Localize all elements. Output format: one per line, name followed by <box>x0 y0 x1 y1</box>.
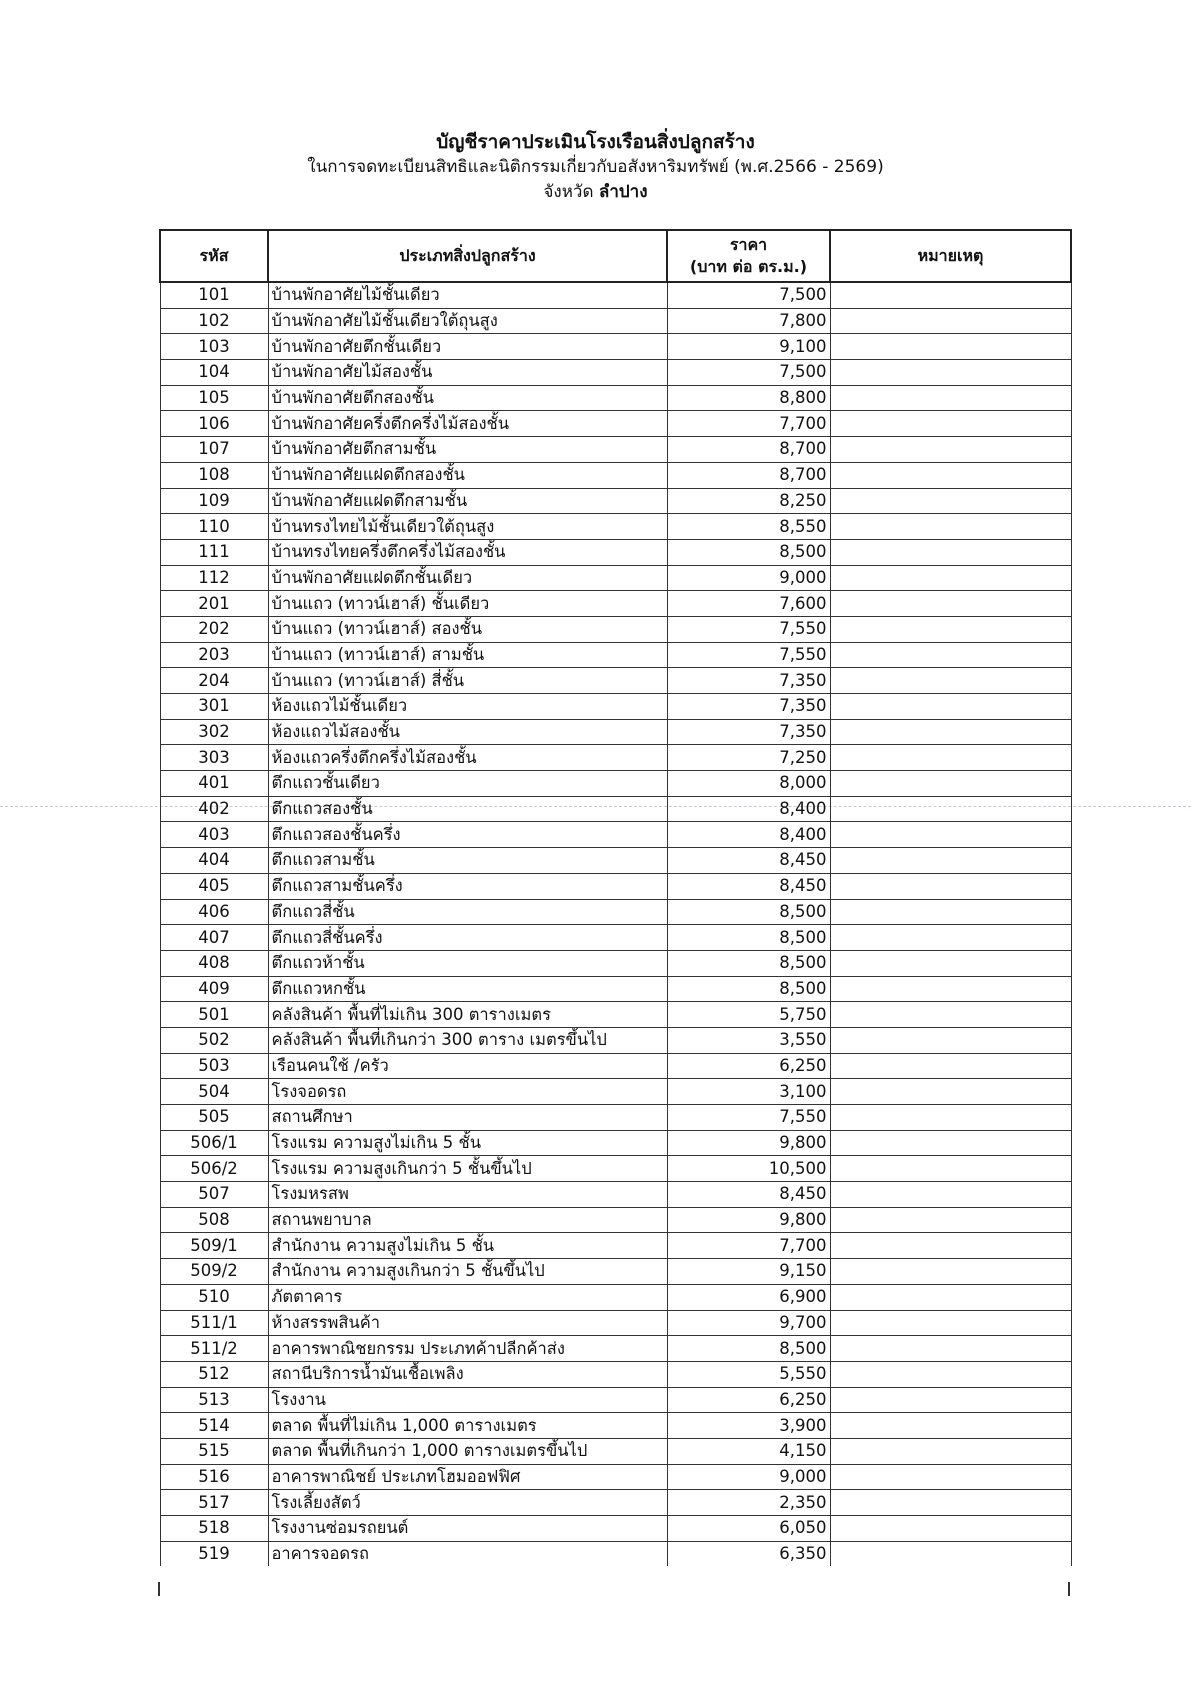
cell-type: บ้านพักอาศัยแฝดตึกสองชั้น <box>268 462 667 488</box>
cell-remark <box>830 1310 1071 1336</box>
document-title: บัญชีราคาประเมินโรงเรือนสิ่งปลูกสร้าง <box>436 131 755 153</box>
cell-code: 511/2 <box>160 1336 268 1362</box>
table-row <box>160 437 1071 463</box>
cell-code: 302 <box>160 719 268 745</box>
cell-price: 4,150 <box>667 1438 830 1464</box>
cell-code: 519 <box>160 1541 268 1566</box>
table-row <box>160 771 1071 797</box>
cell-code: 506/2 <box>160 1156 268 1182</box>
cell-remark <box>830 796 1071 822</box>
cell-code: 506/1 <box>160 1130 268 1156</box>
cell-code: 516 <box>160 1464 268 1490</box>
cell-remark <box>830 848 1071 874</box>
cell-type: อาคารพาณิชยกรรม ประเภทค้าปลีกค้าส่ง <box>268 1336 667 1362</box>
cell-code: 408 <box>160 950 268 976</box>
cell-code: 404 <box>160 848 268 874</box>
table-row <box>160 616 1071 642</box>
table-row <box>160 385 1071 411</box>
table-header-row <box>160 230 1071 282</box>
cell-type: สถานพยาบาล <box>268 1207 667 1233</box>
border-continuation-right <box>1068 1582 1070 1596</box>
border-continuation-left <box>158 1582 160 1596</box>
cell-remark <box>830 1516 1071 1542</box>
cell-price: 6,050 <box>667 1516 830 1542</box>
cell-price: 7,350 <box>667 719 830 745</box>
cell-remark <box>830 1438 1071 1464</box>
cell-remark <box>830 1182 1071 1208</box>
cell-type: บ้านแถว (ทาวน์เฮาส์) สามชั้น <box>268 642 667 668</box>
cell-type: ตลาด พื้นที่เกินกว่า 1,000 ตารางเมตรขึ้นไป <box>268 1438 667 1464</box>
cell-code: 105 <box>160 385 268 411</box>
cell-price: 9,700 <box>667 1310 830 1336</box>
table-row <box>160 1490 1071 1516</box>
cell-remark <box>830 899 1071 925</box>
cell-type: บ้านพักอาศัยครึ่งตึกครึ่งไม้สองชั้น <box>268 411 667 437</box>
table-row <box>160 1207 1071 1233</box>
table-row <box>160 1233 1071 1259</box>
cell-type: ตึกแถวสามชั้นครึ่ง <box>268 873 667 899</box>
cell-remark <box>830 976 1071 1002</box>
cell-code: 504 <box>160 1079 268 1105</box>
cell-type: บ้านพักอาศัยไม้ชั้นเดียวใต้ถุนสูง <box>268 308 667 334</box>
cell-remark <box>830 616 1071 642</box>
table-row <box>160 411 1071 437</box>
cell-remark <box>830 488 1071 514</box>
document-header <box>0 130 1191 205</box>
cell-type: โรงเลี้ยงสัตว์ <box>268 1490 667 1516</box>
column-header-price <box>667 230 830 282</box>
cell-price: 6,900 <box>667 1284 830 1310</box>
cell-type: บ้านแถว (ทาวน์เฮาส์) สี่ชั้น <box>268 668 667 694</box>
cell-remark <box>830 1413 1071 1439</box>
cell-remark <box>830 1387 1071 1413</box>
cell-code: 514 <box>160 1413 268 1439</box>
cell-price: 8,700 <box>667 437 830 463</box>
cell-price: 6,250 <box>667 1387 830 1413</box>
cell-price: 8,450 <box>667 1182 830 1208</box>
cell-remark <box>830 282 1071 308</box>
cell-remark <box>830 411 1071 437</box>
cell-type: ตลาด พื้นที่ไม่เกิน 1,000 ตารางเมตร <box>268 1413 667 1439</box>
cell-type: เรือนคนใช้ /ครัว <box>268 1053 667 1079</box>
cell-remark <box>830 385 1071 411</box>
cell-type: บ้านพักอาศัยไม้สองชั้น <box>268 360 667 386</box>
cell-code: 503 <box>160 1053 268 1079</box>
cell-remark <box>830 1053 1071 1079</box>
cell-type: บ้านพักอาศัยตึกชั้นเดียว <box>268 334 667 360</box>
cell-code: 507 <box>160 1182 268 1208</box>
cell-code: 203 <box>160 642 268 668</box>
cell-price: 8,500 <box>667 976 830 1002</box>
cell-type: บ้านแถว (ทาวน์เฮาส์) ชั้นเดียว <box>268 591 667 617</box>
cell-remark <box>830 873 1071 899</box>
cell-price: 8,000 <box>667 771 830 797</box>
cell-type: บ้านพักอาศัยตึกสองชั้น <box>268 385 667 411</box>
cell-code: 103 <box>160 334 268 360</box>
cell-remark <box>830 308 1071 334</box>
cell-remark <box>830 360 1071 386</box>
table-row <box>160 1438 1071 1464</box>
table-row <box>160 1027 1071 1053</box>
table-row <box>160 925 1071 951</box>
cell-code: 508 <box>160 1207 268 1233</box>
cell-code: 510 <box>160 1284 268 1310</box>
table-row <box>160 462 1071 488</box>
document-subtitle: ในการจดทะเบียนสิทธิและนิติกรรมเกี่ยวกับอสังหาริมทรัพย์ (พ.ศ.2566 - 2569) <box>307 157 884 177</box>
cell-code: 111 <box>160 539 268 565</box>
cell-price: 7,350 <box>667 668 830 694</box>
cell-code: 509/2 <box>160 1259 268 1285</box>
cell-remark <box>830 1207 1071 1233</box>
cell-remark <box>830 591 1071 617</box>
cell-price: 8,500 <box>667 1336 830 1362</box>
cell-price: 7,550 <box>667 616 830 642</box>
table-row <box>160 360 1071 386</box>
cell-remark <box>830 745 1071 771</box>
cell-code: 505 <box>160 1105 268 1131</box>
cell-type: ตึกแถวสี่ชั้น <box>268 899 667 925</box>
cell-price: 6,350 <box>667 1541 830 1566</box>
cell-type: โรงจอดรถ <box>268 1079 667 1105</box>
cell-price: 7,800 <box>667 308 830 334</box>
cell-remark <box>830 668 1071 694</box>
price-header-line2: (บาท ต่อ ตร.ม.) <box>689 257 808 276</box>
cell-type: โรงแรม ความสูงไม่เกิน 5 ชั้น <box>268 1130 667 1156</box>
table-row <box>160 694 1071 720</box>
cell-remark <box>830 334 1071 360</box>
cell-remark <box>830 437 1071 463</box>
cell-remark <box>830 822 1071 848</box>
cell-remark <box>830 1490 1071 1516</box>
cell-code: 106 <box>160 411 268 437</box>
table-continuation <box>159 1582 1070 1596</box>
cell-remark <box>830 950 1071 976</box>
cell-remark <box>830 925 1071 951</box>
cell-code: 515 <box>160 1438 268 1464</box>
table-row <box>160 514 1071 540</box>
cell-price: 8,400 <box>667 796 830 822</box>
table-row <box>160 1079 1071 1105</box>
table-row <box>160 1541 1071 1566</box>
cell-type: ตึกแถวสองชั้น <box>268 796 667 822</box>
cell-code: 511/1 <box>160 1310 268 1336</box>
cell-remark <box>830 694 1071 720</box>
cell-code: 501 <box>160 1002 268 1028</box>
column-header-type: ประเภทสิ่งปลูกสร้าง <box>268 230 667 282</box>
cell-price: 10,500 <box>667 1156 830 1182</box>
cell-price: 8,500 <box>667 899 830 925</box>
cell-price: 7,600 <box>667 591 830 617</box>
cell-remark <box>830 1259 1071 1285</box>
cell-price: 7,550 <box>667 1105 830 1131</box>
cell-type: โรงงาน <box>268 1387 667 1413</box>
table-row <box>160 1516 1071 1542</box>
cell-price: 9,800 <box>667 1130 830 1156</box>
cell-type: สถานีบริการน้ำมันเชื้อเพลิง <box>268 1361 667 1387</box>
cell-remark <box>830 642 1071 668</box>
cell-price: 7,550 <box>667 642 830 668</box>
cell-type: โรงงานซ่อมรถยนต์ <box>268 1516 667 1542</box>
cell-code: 402 <box>160 796 268 822</box>
cell-price: 8,550 <box>667 514 830 540</box>
cell-type: ตึกแถวชั้นเดียว <box>268 771 667 797</box>
cell-type: บ้านพักอาศัยไม้ชั้นเดียว <box>268 282 667 308</box>
cell-price: 7,500 <box>667 282 830 308</box>
cell-code: 502 <box>160 1027 268 1053</box>
table-row <box>160 1310 1071 1336</box>
cell-remark <box>830 719 1071 745</box>
table-row <box>160 719 1071 745</box>
cell-code: 407 <box>160 925 268 951</box>
cell-type: ห้องแถวไม้สองชั้น <box>268 719 667 745</box>
cell-code: 517 <box>160 1490 268 1516</box>
cell-code: 512 <box>160 1361 268 1387</box>
cell-type: ตึกแถวสี่ชั้นครึ่ง <box>268 925 667 951</box>
cell-code: 509/1 <box>160 1233 268 1259</box>
table-row <box>160 1156 1071 1182</box>
cell-remark <box>830 1284 1071 1310</box>
cell-type: คลังสินค้า พื้นที่เกินกว่า 300 ตาราง เมตรขึ้นไป <box>268 1027 667 1053</box>
cell-type: สถานศึกษา <box>268 1105 667 1131</box>
cell-price: 7,700 <box>667 1233 830 1259</box>
table-row <box>160 308 1071 334</box>
cell-type: อาคารจอดรถ <box>268 1541 667 1566</box>
cell-type: คลังสินค้า พื้นที่ไม่เกิน 300 ตารางเมตร <box>268 1002 667 1028</box>
cell-price: 7,350 <box>667 694 830 720</box>
table-row <box>160 1105 1071 1131</box>
cell-remark <box>830 1027 1071 1053</box>
price-header-line1: ราคา <box>729 235 768 254</box>
cell-remark <box>830 514 1071 540</box>
cell-code: 303 <box>160 745 268 771</box>
column-header-code: รหัส <box>160 230 268 282</box>
table-body <box>160 282 1071 1566</box>
table-row <box>160 796 1071 822</box>
province-name: ลำปาง <box>598 182 648 202</box>
cell-type: บ้านพักอาศัยตึกสามชั้น <box>268 437 667 463</box>
cell-remark <box>830 771 1071 797</box>
cell-remark <box>830 1464 1071 1490</box>
column-header-remark: หมายเหตุ <box>830 230 1071 282</box>
cell-price: 8,250 <box>667 488 830 514</box>
cell-code: 104 <box>160 360 268 386</box>
table-row <box>160 745 1071 771</box>
table-row <box>160 1182 1071 1208</box>
cell-type: ห้องแถวครึ่งตึกครึ่งไม้สองชั้น <box>268 745 667 771</box>
cell-remark <box>830 1079 1071 1105</box>
table-row <box>160 565 1071 591</box>
cell-price: 3,550 <box>667 1027 830 1053</box>
cell-code: 518 <box>160 1516 268 1542</box>
cell-type: อาคารพาณิชย์ ประเภทโฮมออฟฟิศ <box>268 1464 667 1490</box>
table-row <box>160 668 1071 694</box>
cell-remark <box>830 1336 1071 1362</box>
table-row <box>160 1387 1071 1413</box>
cell-price: 3,100 <box>667 1079 830 1105</box>
table-row <box>160 1053 1071 1079</box>
cell-type: ตึกแถวหกชั้น <box>268 976 667 1002</box>
cell-code: 102 <box>160 308 268 334</box>
cell-type: สำนักงาน ความสูงเกินกว่า 5 ชั้นขึ้นไป <box>268 1259 667 1285</box>
table-row <box>160 1464 1071 1490</box>
cell-code: 110 <box>160 514 268 540</box>
cell-remark <box>830 1156 1071 1182</box>
cell-remark <box>830 1233 1071 1259</box>
cell-type: บ้านพักอาศัยแฝดตึกชั้นเดียว <box>268 565 667 591</box>
table-row <box>160 1361 1071 1387</box>
cell-type: ห้างสรรพสินค้า <box>268 1310 667 1336</box>
table-row <box>160 1259 1071 1285</box>
cell-code: 204 <box>160 668 268 694</box>
cell-price: 8,450 <box>667 848 830 874</box>
cell-code: 201 <box>160 591 268 617</box>
cell-remark <box>830 1541 1071 1566</box>
cell-remark <box>830 462 1071 488</box>
cell-price: 8,500 <box>667 925 830 951</box>
cell-code: 108 <box>160 462 268 488</box>
cell-type: บ้านแถว (ทาวน์เฮาส์) สองชั้น <box>268 616 667 642</box>
cell-price: 9,000 <box>667 565 830 591</box>
table-row <box>160 848 1071 874</box>
cell-type: บ้านพักอาศัยแฝดตึกสามชั้น <box>268 488 667 514</box>
cell-type: บ้านทรงไทยไม้ชั้นเดียวใต้ถุนสูง <box>268 514 667 540</box>
cell-code: 513 <box>160 1387 268 1413</box>
cell-type: ภัตตาคาร <box>268 1284 667 1310</box>
cell-price: 5,550 <box>667 1361 830 1387</box>
cell-type: ตึกแถวห้าชั้น <box>268 950 667 976</box>
cell-code: 406 <box>160 899 268 925</box>
table-row <box>160 591 1071 617</box>
cell-code: 202 <box>160 616 268 642</box>
cell-remark <box>830 1130 1071 1156</box>
cell-price: 9,000 <box>667 1464 830 1490</box>
table-row <box>160 334 1071 360</box>
cell-price: 8,800 <box>667 385 830 411</box>
cell-type: ตึกแถวสองชั้นครึ่ง <box>268 822 667 848</box>
cell-remark <box>830 539 1071 565</box>
table-row <box>160 642 1071 668</box>
cell-type: โรงมหรสพ <box>268 1182 667 1208</box>
price-table <box>159 229 1072 1566</box>
table-row <box>160 282 1071 308</box>
table-row <box>160 1284 1071 1310</box>
cell-type: บ้านทรงไทยครึ่งตึกครึ่งไม้สองชั้น <box>268 539 667 565</box>
table-row <box>160 1336 1071 1362</box>
table-row <box>160 488 1071 514</box>
cell-price: 7,700 <box>667 411 830 437</box>
cell-price: 3,900 <box>667 1413 830 1439</box>
table-row <box>160 873 1071 899</box>
cell-price: 8,500 <box>667 950 830 976</box>
cell-price: 7,500 <box>667 360 830 386</box>
cell-type: สำนักงาน ความสูงไม่เกิน 5 ชั้น <box>268 1233 667 1259</box>
cell-price: 8,500 <box>667 539 830 565</box>
table-row <box>160 1002 1071 1028</box>
cell-price: 6,250 <box>667 1053 830 1079</box>
cell-code: 405 <box>160 873 268 899</box>
cell-price: 8,450 <box>667 873 830 899</box>
cell-code: 409 <box>160 976 268 1002</box>
cell-price: 8,700 <box>667 462 830 488</box>
cell-remark <box>830 1105 1071 1131</box>
province-line <box>0 180 1191 205</box>
cell-code: 401 <box>160 771 268 797</box>
cell-price: 9,100 <box>667 334 830 360</box>
table-row <box>160 950 1071 976</box>
table-row <box>160 1130 1071 1156</box>
cell-price: 7,250 <box>667 745 830 771</box>
cell-type: ตึกแถวสามชั้น <box>268 848 667 874</box>
cell-price: 8,400 <box>667 822 830 848</box>
cell-code: 107 <box>160 437 268 463</box>
cell-code: 112 <box>160 565 268 591</box>
cell-code: 301 <box>160 694 268 720</box>
table-row <box>160 539 1071 565</box>
cell-price: 2,350 <box>667 1490 830 1516</box>
cell-remark <box>830 1361 1071 1387</box>
table-row <box>160 899 1071 925</box>
table-row <box>160 1413 1071 1439</box>
cell-price: 9,150 <box>667 1259 830 1285</box>
cell-remark <box>830 1002 1071 1028</box>
table-row <box>160 976 1071 1002</box>
cell-price: 9,800 <box>667 1207 830 1233</box>
province-prefix: จังหวัด <box>543 182 594 202</box>
cell-code: 109 <box>160 488 268 514</box>
table-row <box>160 822 1071 848</box>
cell-type: ห้องแถวไม้ชั้นเดียว <box>268 694 667 720</box>
cell-code: 101 <box>160 282 268 308</box>
cell-remark <box>830 565 1071 591</box>
cell-price: 5,750 <box>667 1002 830 1028</box>
cell-code: 403 <box>160 822 268 848</box>
cell-type: โรงแรม ความสูงเกินกว่า 5 ชั้นขึ้นไป <box>268 1156 667 1182</box>
